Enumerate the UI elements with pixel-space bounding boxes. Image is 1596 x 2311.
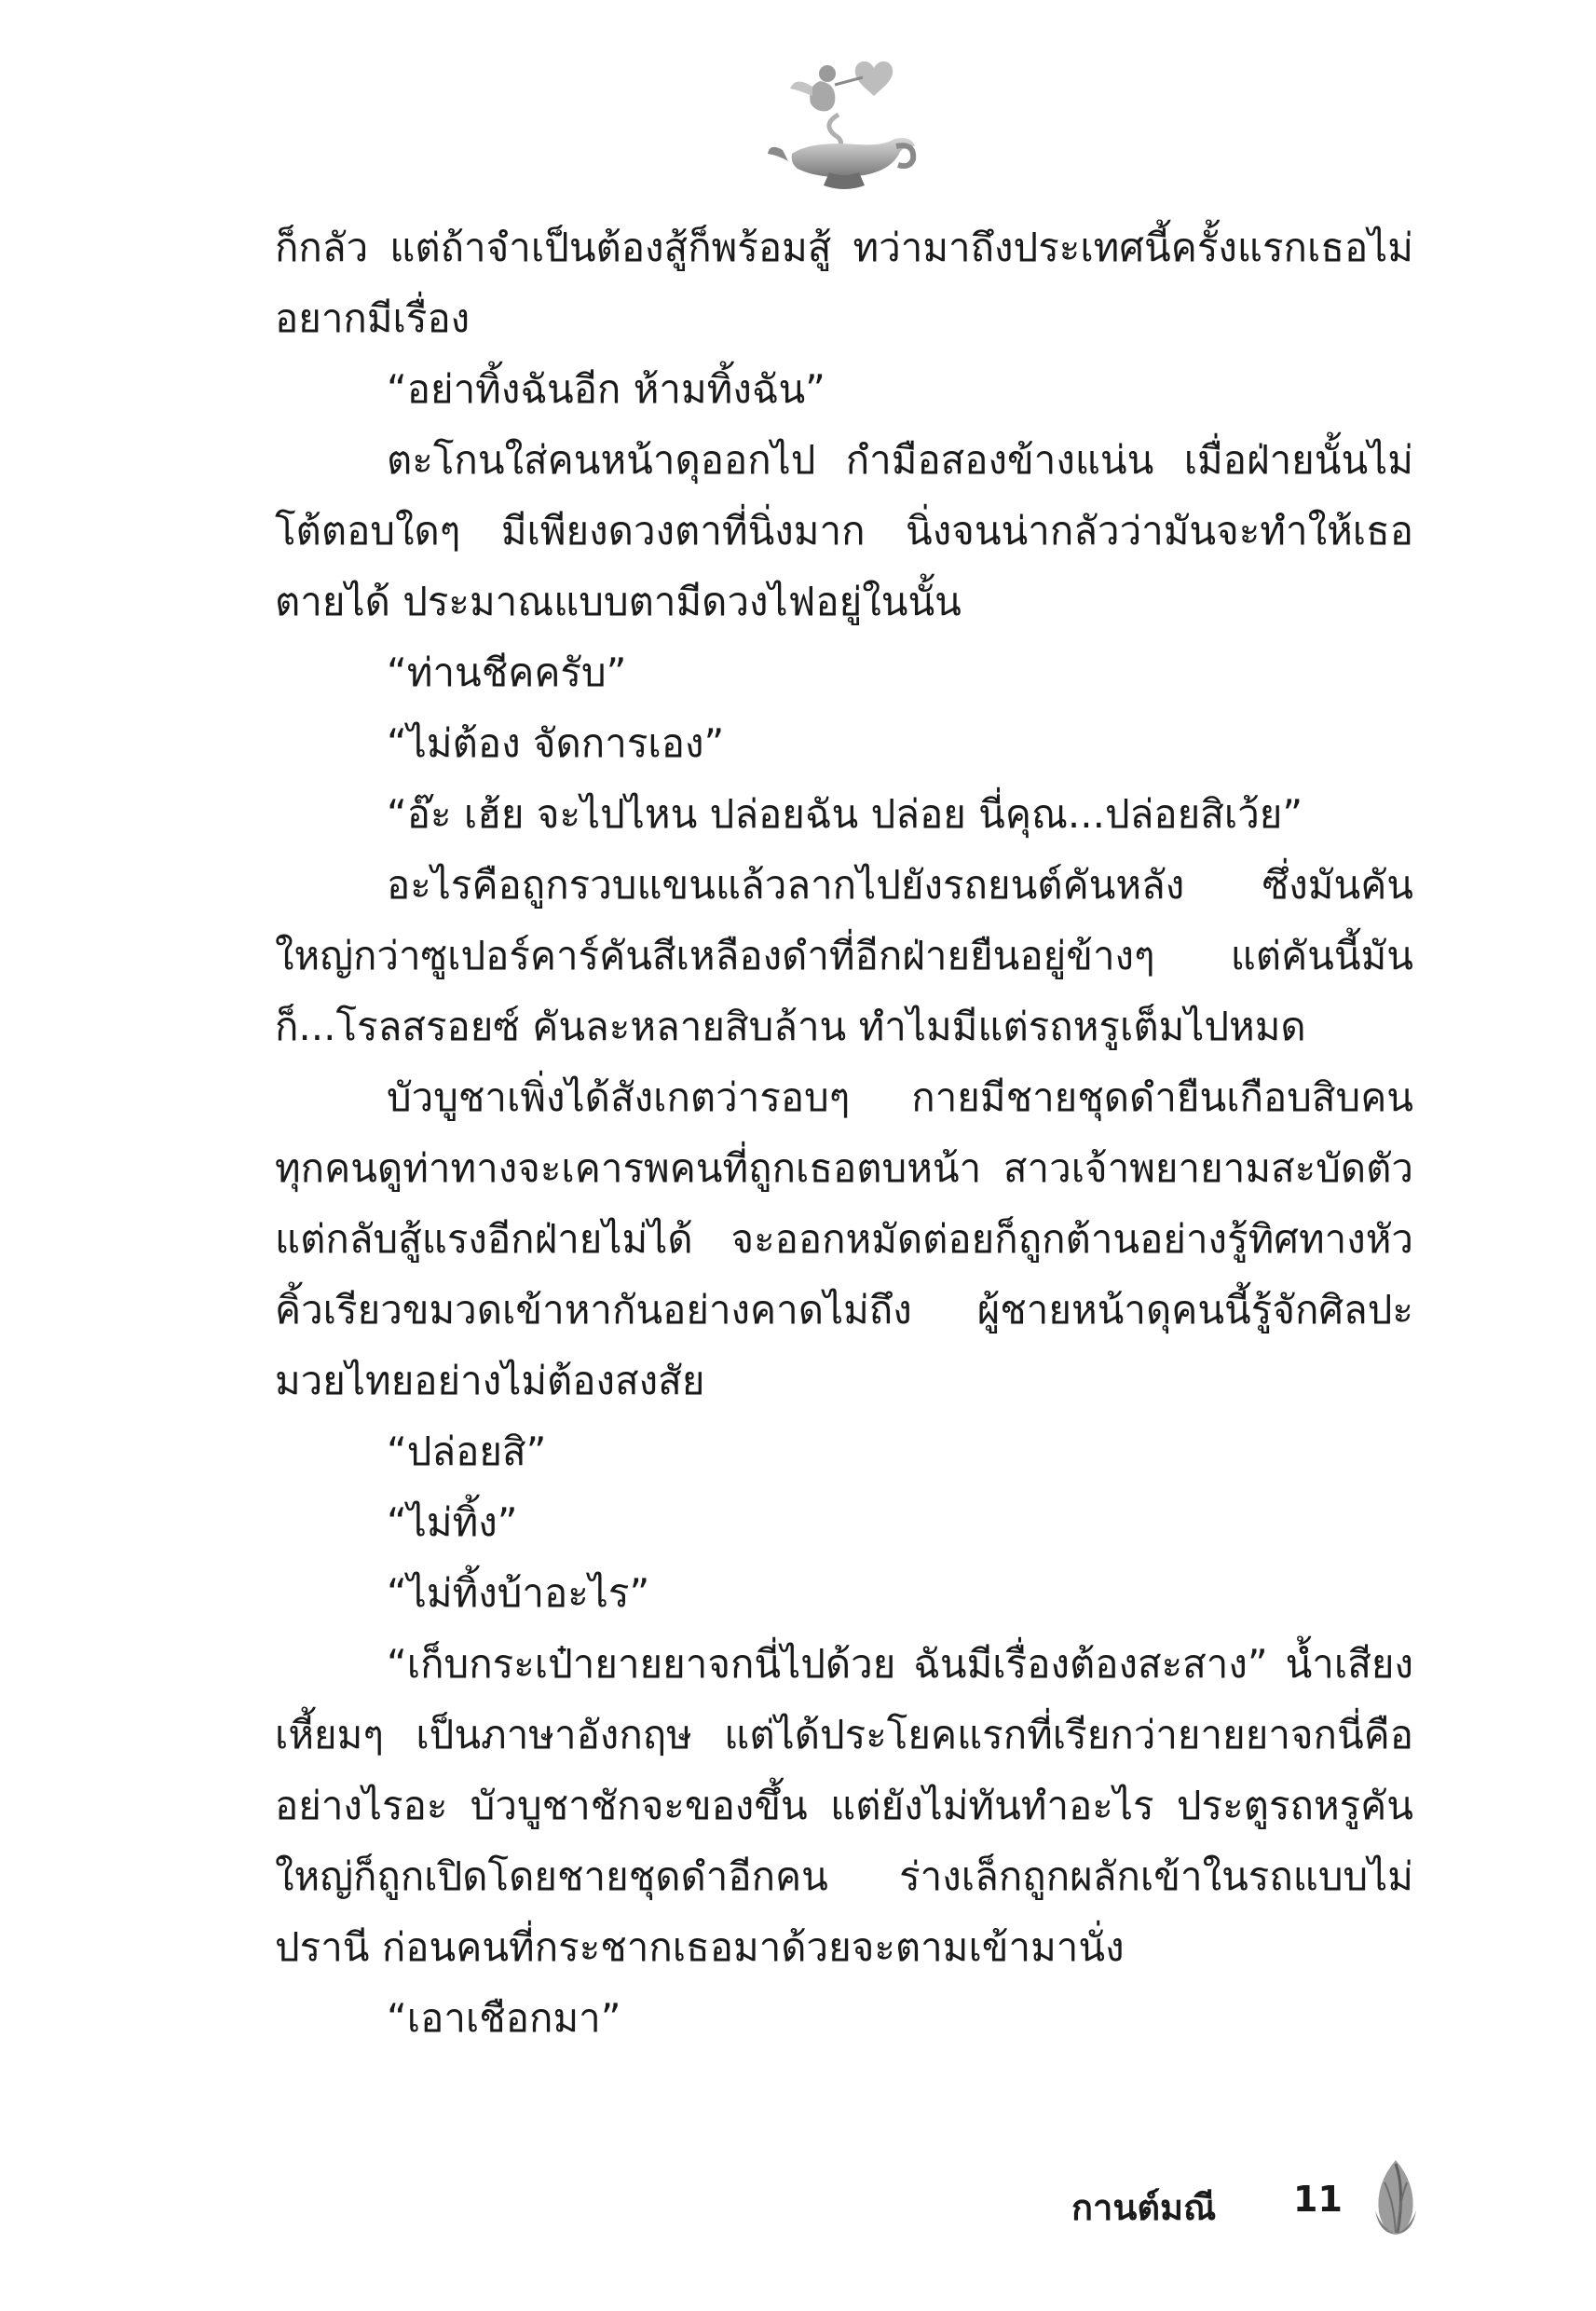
dialogue-line: “อย่าทิ้งฉันอีก ห้ามทิ้งฉัน” [387,366,825,412]
paragraph: อะไรคือถูกรวบแขนแล้วลากไปยังรถยนต์คันหลัง ซึ่งมันคันใหญ่กว่าซูเปอร์คาร์คันสีเหลืองดำที่อีกฝ่ายยืนอยู่ข้างๆ แต่คันนี้มันก็...โรลสรอยซ์ คันละหลายสิบล้าน ทำไมมีแต่รถหรูเต็มไปหมด [275,862,1413,1049]
dialogue-line: “ปล่อยสิ” [387,1429,547,1474]
page-number: 11 [1293,2179,1343,2220]
paragraph: “เก็บกระเป๋ายายยาจกนี่ไปด้วย ฉันมีเรื่องต้องสะสาง” น้ำเสียงเหี้ยมๆ เป็นภาษาอังกฤษ แต่ได้ประโยคแรกที่เรียกว่ายายยาจกนี่คืออย่างไรอะ บัวบูชาชักจะของขึ้น แต่ยังไม่ทันทำอะไร ประตูรถหรูคันใหญ่ก็ถูกเปิดโดยชายชุดดำอีกคน ร่างเล็กถูกผลักเข้าในรถแบบไม่ปรานี ก่อนคนที่กระชากเธอมาด้วยจะตามเข้ามานั่ง [275,1641,1413,1970]
dialogue-line: “อ๊ะ เฮ้ย จะไปไหน ปล่อยฉัน ปล่อย นี่คุณ...ปล่อยสิเว้ย” [387,791,1303,837]
paragraph: ตะโกนใส่คนหน้าดุออกไป กำมือสองข้างแน่น เมื่อฝ่ายนั้นไม่โต้ตอบใดๆ มีเพียงดวงตาที่นิ่งมาก นิ่งจนน่ากลัวว่ามันจะทำให้เธอตายได้ ประมาณแบบตามีดวงไฟอยู่ในนั้น [275,437,1413,624]
dialogue-line: “ท่านชีคครับ” [387,650,627,695]
dialogue-line: “ไม่ต้อง จัดการเอง” [387,720,725,766]
paragraph: บัวบูชาเพิ่งได้สังเกตว่ารอบๆ กายมีชายชุดดำยืนเกือบสิบคนทุกคนดูท่าทางจะเคารพคนที่ถูกเธอตบหน้า สาวเจ้าพยายามสะบัดตัวแต่กลับสู้แรงอีกฝ่ายไม่ได้ จะออกหมัดต่อยก็ถูกต้านอย่างรู้ทิศทางหัวคิ้วเรียวขมวดเข้าหากันอย่างคาดไม่ถึง ผู้ชายหน้าดุคนนี้รู้จักศิลปะมวยไทยอย่างไม่ต้องสงสัย [275,1074,1413,1403]
dialogue-line: “ไม่ทิ้ง” [387,1499,518,1545]
dialogue-line: “ไม่ทิ้งบ้าอะไร” [387,1570,650,1616]
body-text [275,212,1413,2054]
genie-lamp-ornament-icon [764,42,922,200]
lotus-bud-icon [1368,2154,1424,2238]
paragraph: ก็กลัว แต่ถ้าจำเป็นต้องสู้ก็พร้อมสู้ ทว่ามาถึงประเทศนี้ครั้งแรกเธอไม่อยากมีเรื่อง [275,225,1413,341]
page-footer [1071,2154,1463,2238]
dialogue-line: “เอาเชือกมา” [387,1995,621,2041]
book-title: กานต์มณี [1071,2187,1217,2228]
